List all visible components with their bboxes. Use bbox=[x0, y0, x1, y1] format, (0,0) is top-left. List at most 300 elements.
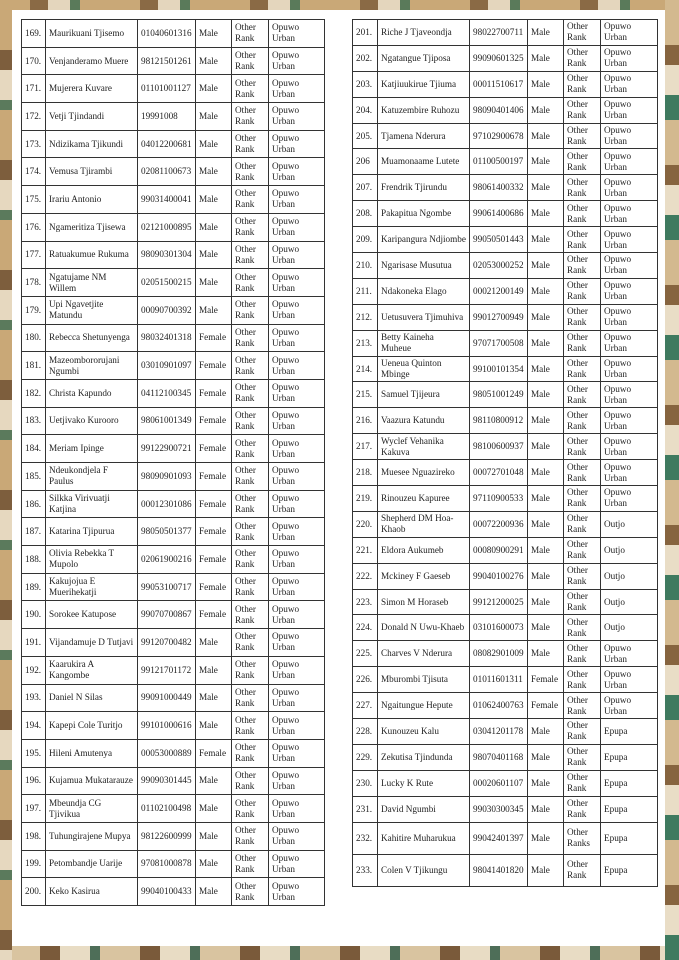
row-number-cell: 178. bbox=[22, 269, 46, 297]
gender-cell: Male bbox=[528, 796, 564, 822]
roster-table-right bbox=[352, 19, 658, 887]
area-cell: Opuwo Urban bbox=[269, 324, 325, 352]
id-number-cell: 00012301086 bbox=[138, 490, 196, 518]
table-row bbox=[353, 719, 658, 745]
table-row bbox=[22, 296, 325, 324]
row-number-cell: 207. bbox=[353, 175, 378, 201]
gender-cell: Male bbox=[528, 486, 564, 512]
row-number-cell: 206 bbox=[353, 149, 378, 175]
table-row bbox=[22, 241, 325, 269]
member-name-cell: Mbeundja CG Tjivikua bbox=[46, 795, 138, 823]
row-number-cell: 175. bbox=[22, 186, 46, 214]
area-cell: Opuwo Urban bbox=[269, 379, 325, 407]
rank-cell: Other Rank bbox=[232, 518, 269, 546]
rank-cell: Other Rank bbox=[564, 796, 601, 822]
gender-cell: Male bbox=[196, 767, 232, 795]
rank-cell: Other Rank bbox=[564, 719, 601, 745]
id-number-cell: 99040100276 bbox=[470, 563, 528, 589]
row-number-cell: 188. bbox=[22, 546, 46, 574]
gender-cell: Female bbox=[196, 324, 232, 352]
row-number-cell: 174. bbox=[22, 158, 46, 186]
id-number-cell: 98051001249 bbox=[470, 382, 528, 408]
rank-cell: Other Rank bbox=[564, 45, 601, 71]
row-number-cell: 230. bbox=[353, 770, 378, 796]
row-number-cell: 203. bbox=[353, 71, 378, 97]
row-number-cell: 196. bbox=[22, 767, 46, 795]
row-number-cell: 183. bbox=[22, 407, 46, 435]
member-name-cell: Mazeombororujani Ngumbi bbox=[46, 352, 138, 380]
member-name-cell: Kunouzeu Kalu bbox=[378, 719, 470, 745]
id-number-cell: 03010901097 bbox=[138, 352, 196, 380]
table-row bbox=[353, 408, 658, 434]
id-number-cell: 99121200025 bbox=[470, 589, 528, 615]
area-cell: Outjo bbox=[601, 511, 658, 537]
member-name-cell: Frendrik Tjirundu bbox=[378, 175, 470, 201]
id-number-cell: 99120700482 bbox=[138, 629, 196, 657]
id-number-cell: 98122600999 bbox=[138, 822, 196, 850]
gender-cell: Male bbox=[196, 47, 232, 75]
id-number-cell: 99050501443 bbox=[470, 227, 528, 253]
rank-cell: Other Rank bbox=[564, 744, 601, 770]
member-name-cell: Hileni Amutenya bbox=[46, 739, 138, 767]
table-row bbox=[353, 253, 658, 279]
row-number-cell: 232. bbox=[353, 822, 378, 854]
member-name-cell: Mburombi Tjisuta bbox=[378, 667, 470, 693]
row-number-cell: 202. bbox=[353, 45, 378, 71]
row-number-cell: 213. bbox=[353, 330, 378, 356]
rank-cell: Other Rank bbox=[564, 20, 601, 46]
row-number-cell: 209. bbox=[353, 227, 378, 253]
member-name-cell: Charves V Nderura bbox=[378, 641, 470, 667]
area-cell: Opuwo Urban bbox=[269, 435, 325, 463]
gender-cell: Male bbox=[528, 253, 564, 279]
id-number-cell: 00090700392 bbox=[138, 296, 196, 324]
area-cell: Opuwo Urban bbox=[601, 227, 658, 253]
member-name-cell: Colen V Tjikungu bbox=[378, 854, 470, 886]
table-row bbox=[353, 511, 658, 537]
table-row bbox=[22, 158, 325, 186]
area-cell: Outjo bbox=[601, 589, 658, 615]
table-row bbox=[353, 356, 658, 382]
gender-cell: Male bbox=[196, 241, 232, 269]
rank-cell: Other Rank bbox=[232, 47, 269, 75]
gender-cell: Male bbox=[196, 103, 232, 131]
area-cell: Opuwo Urban bbox=[601, 201, 658, 227]
row-number-cell: 173. bbox=[22, 130, 46, 158]
rank-cell: Other Rank bbox=[564, 615, 601, 641]
area-cell: Opuwo Urban bbox=[269, 490, 325, 518]
area-cell: Epupa bbox=[601, 796, 658, 822]
area-cell: Opuwo Urban bbox=[601, 97, 658, 123]
row-number-cell: 190. bbox=[22, 601, 46, 629]
gender-cell: Female bbox=[528, 693, 564, 719]
gender-cell: Male bbox=[528, 744, 564, 770]
member-name-cell: Venjanderamo Muere bbox=[46, 47, 138, 75]
gender-cell: Male bbox=[528, 278, 564, 304]
row-number-cell: 218. bbox=[353, 460, 378, 486]
border-bottom bbox=[0, 946, 679, 960]
table-row bbox=[353, 201, 658, 227]
member-name-cell: Ndeukondjela F Paulus bbox=[46, 463, 138, 491]
rank-cell: Other Rank bbox=[564, 434, 601, 460]
row-number-cell: 184. bbox=[22, 435, 46, 463]
gender-cell: Male bbox=[528, 537, 564, 563]
gender-cell: Female bbox=[196, 518, 232, 546]
member-name-cell: Ndakoneka Elago bbox=[378, 278, 470, 304]
table-row bbox=[353, 641, 658, 667]
member-name-cell: Samuel Tjijeura bbox=[378, 382, 470, 408]
member-name-cell: Uetjivako Kurooro bbox=[46, 407, 138, 435]
table-row bbox=[22, 186, 325, 214]
id-number-cell: 98050501377 bbox=[138, 518, 196, 546]
member-name-cell: Kujamua Mukatarauze bbox=[46, 767, 138, 795]
rank-cell: Other Rank bbox=[232, 629, 269, 657]
table-row bbox=[22, 75, 325, 103]
table-row bbox=[353, 175, 658, 201]
rank-cell: Other Rank bbox=[232, 601, 269, 629]
table-row bbox=[353, 693, 658, 719]
gender-cell: Male bbox=[528, 641, 564, 667]
table-row bbox=[353, 45, 658, 71]
gender-cell: Male bbox=[528, 149, 564, 175]
member-name-cell: Vetji Tjindandi bbox=[46, 103, 138, 131]
rank-cell: Other Rank bbox=[232, 546, 269, 574]
id-number-cell: 98022700711 bbox=[470, 20, 528, 46]
table-row bbox=[22, 47, 325, 75]
area-cell: Opuwo Urban bbox=[601, 45, 658, 71]
rank-cell: Other Rank bbox=[232, 767, 269, 795]
gender-cell: Male bbox=[528, 382, 564, 408]
id-number-cell: 97110900533 bbox=[470, 486, 528, 512]
member-name-cell: Ngaitungue Hepute bbox=[378, 693, 470, 719]
rank-cell: Other Rank bbox=[564, 511, 601, 537]
area-cell: Opuwo Urban bbox=[269, 158, 325, 186]
member-name-cell: Muesee Nguazireko bbox=[378, 460, 470, 486]
area-cell: Opuwo Urban bbox=[601, 434, 658, 460]
id-number-cell: 98041401820 bbox=[470, 854, 528, 886]
id-number-cell: 99090301445 bbox=[138, 767, 196, 795]
rank-cell: Other Rank bbox=[232, 490, 269, 518]
area-cell: Opuwo Urban bbox=[269, 103, 325, 131]
id-number-cell: 01100500197 bbox=[470, 149, 528, 175]
area-cell: Opuwo Urban bbox=[601, 330, 658, 356]
table-row bbox=[353, 149, 658, 175]
member-name-cell: Eldora Aukumeb bbox=[378, 537, 470, 563]
row-number-cell: 212. bbox=[353, 304, 378, 330]
area-cell: Opuwo Urban bbox=[269, 47, 325, 75]
row-number-cell: 171. bbox=[22, 75, 46, 103]
gender-cell: Female bbox=[196, 352, 232, 380]
row-number-cell: 221. bbox=[353, 537, 378, 563]
area-cell: Opuwo Urban bbox=[269, 573, 325, 601]
area-cell: Epupa bbox=[601, 822, 658, 854]
gender-cell: Male bbox=[196, 213, 232, 241]
gender-cell: Male bbox=[196, 684, 232, 712]
member-name-cell: Daniel N Silas bbox=[46, 684, 138, 712]
area-cell: Opuwo Urban bbox=[269, 186, 325, 214]
member-name-cell: Ngameritiza Tjisewa bbox=[46, 213, 138, 241]
area-cell: Opuwo Urban bbox=[269, 712, 325, 740]
table-row bbox=[22, 546, 325, 574]
gender-cell: Female bbox=[196, 463, 232, 491]
id-number-cell: 00011510617 bbox=[470, 71, 528, 97]
gender-cell: Male bbox=[528, 71, 564, 97]
table-row bbox=[22, 573, 325, 601]
gender-cell: Male bbox=[196, 822, 232, 850]
table-row bbox=[353, 589, 658, 615]
area-cell: Epupa bbox=[601, 854, 658, 886]
id-number-cell: 02051500215 bbox=[138, 269, 196, 297]
table-row bbox=[22, 213, 325, 241]
rank-cell: Other Rank bbox=[232, 213, 269, 241]
gender-cell: Female bbox=[196, 601, 232, 629]
id-number-cell: 08082901009 bbox=[470, 641, 528, 667]
member-name-cell: Mckiney F Gaeseb bbox=[378, 563, 470, 589]
rank-cell: Other Rank bbox=[232, 407, 269, 435]
id-number-cell: 01040601316 bbox=[138, 20, 196, 48]
table-row bbox=[353, 563, 658, 589]
id-number-cell: 98090401406 bbox=[470, 97, 528, 123]
border-left bbox=[0, 0, 12, 960]
table-row bbox=[22, 490, 325, 518]
rank-cell: Other Rank bbox=[232, 352, 269, 380]
rank-cell: Other Rank bbox=[564, 589, 601, 615]
member-name-cell: Katuzembire Ruhozu bbox=[378, 97, 470, 123]
row-number-cell: 227. bbox=[353, 693, 378, 719]
gender-cell: Male bbox=[528, 123, 564, 149]
member-name-cell: Christa Kapundo bbox=[46, 379, 138, 407]
id-number-cell: 00053000889 bbox=[138, 739, 196, 767]
row-number-cell: 179. bbox=[22, 296, 46, 324]
gender-cell: Male bbox=[528, 589, 564, 615]
member-name-cell: Uetusuvera Tjimuhiva bbox=[378, 304, 470, 330]
id-number-cell: 97071700508 bbox=[470, 330, 528, 356]
id-number-cell: 01062400763 bbox=[470, 693, 528, 719]
table-row bbox=[353, 486, 658, 512]
gender-cell: Male bbox=[196, 629, 232, 657]
table-row bbox=[353, 460, 658, 486]
gender-cell: Male bbox=[528, 511, 564, 537]
gender-cell: Female bbox=[196, 490, 232, 518]
row-number-cell: 231. bbox=[353, 796, 378, 822]
row-number-cell: 200. bbox=[22, 878, 46, 906]
area-cell: Opuwo Urban bbox=[601, 175, 658, 201]
rank-cell: Other Rank bbox=[232, 795, 269, 823]
gender-cell: Male bbox=[196, 878, 232, 906]
gender-cell: Male bbox=[196, 795, 232, 823]
rank-cell: Other Rank bbox=[232, 158, 269, 186]
rank-cell: Other Rank bbox=[564, 641, 601, 667]
id-number-cell: 99121701172 bbox=[138, 656, 196, 684]
area-cell: Opuwo Urban bbox=[269, 739, 325, 767]
rank-cell: Other Rank bbox=[564, 253, 601, 279]
id-number-cell: 19991008 bbox=[138, 103, 196, 131]
rank-cell: Other Rank bbox=[232, 435, 269, 463]
rank-cell: Other Rank bbox=[564, 175, 601, 201]
id-number-cell: 03101600073 bbox=[470, 615, 528, 641]
member-name-cell: Irariu Antonio bbox=[46, 186, 138, 214]
table-row bbox=[22, 601, 325, 629]
rank-cell: Other Rank bbox=[232, 850, 269, 878]
rank-cell: Other Rank bbox=[232, 739, 269, 767]
table-row bbox=[22, 435, 325, 463]
table-row bbox=[353, 796, 658, 822]
gender-cell: Male bbox=[528, 719, 564, 745]
member-name-cell: Lucky K Rute bbox=[378, 770, 470, 796]
gender-cell: Male bbox=[528, 304, 564, 330]
area-cell: Opuwo Urban bbox=[269, 463, 325, 491]
area-cell: Epupa bbox=[601, 719, 658, 745]
rank-cell: Other Rank bbox=[564, 330, 601, 356]
table-row bbox=[353, 434, 658, 460]
rank-cell: Other Rank bbox=[232, 379, 269, 407]
id-number-cell: 97081000878 bbox=[138, 850, 196, 878]
rank-cell: Other Rank bbox=[564, 97, 601, 123]
row-number-cell: 217. bbox=[353, 434, 378, 460]
area-cell: Opuwo Urban bbox=[601, 356, 658, 382]
gender-cell: Male bbox=[528, 434, 564, 460]
area-cell: Outjo bbox=[601, 615, 658, 641]
border-top bbox=[0, 0, 679, 10]
member-name-cell: Donald N Uwu-Khaeb bbox=[378, 615, 470, 641]
rank-cell: Other Rank bbox=[232, 822, 269, 850]
table-row bbox=[22, 352, 325, 380]
id-number-cell: 99012700949 bbox=[470, 304, 528, 330]
area-cell: Opuwo Urban bbox=[269, 822, 325, 850]
area-cell: Opuwo Urban bbox=[269, 850, 325, 878]
rank-cell: Other Rank bbox=[564, 563, 601, 589]
area-cell: Opuwo Urban bbox=[269, 601, 325, 629]
rank-cell: Other Rank bbox=[232, 296, 269, 324]
gender-cell: Female bbox=[196, 573, 232, 601]
row-number-cell: 172. bbox=[22, 103, 46, 131]
table-row bbox=[22, 656, 325, 684]
id-number-cell: 00021200149 bbox=[470, 278, 528, 304]
rank-cell: Other Rank bbox=[564, 486, 601, 512]
id-number-cell: 97102900678 bbox=[470, 123, 528, 149]
row-number-cell: 220. bbox=[353, 511, 378, 537]
gender-cell: Male bbox=[528, 408, 564, 434]
id-number-cell: 99031400041 bbox=[138, 186, 196, 214]
area-cell: Opuwo Urban bbox=[269, 656, 325, 684]
member-name-cell: Pakapitua Ngombe bbox=[378, 201, 470, 227]
id-number-cell: 02121000895 bbox=[138, 213, 196, 241]
id-number-cell: 00072200936 bbox=[470, 511, 528, 537]
area-cell: Opuwo Urban bbox=[269, 795, 325, 823]
table-row bbox=[22, 130, 325, 158]
gender-cell: Male bbox=[196, 186, 232, 214]
area-cell: Opuwo Urban bbox=[269, 20, 325, 48]
table-row bbox=[353, 123, 658, 149]
gender-cell: Female bbox=[528, 667, 564, 693]
row-number-cell: 180. bbox=[22, 324, 46, 352]
member-name-cell: Keko Kasirua bbox=[46, 878, 138, 906]
rank-cell: Other Rank bbox=[232, 573, 269, 601]
table-row bbox=[353, 227, 658, 253]
id-number-cell: 00080900291 bbox=[470, 537, 528, 563]
id-number-cell: 01102100498 bbox=[138, 795, 196, 823]
row-number-cell: 215. bbox=[353, 382, 378, 408]
id-number-cell: 99070700867 bbox=[138, 601, 196, 629]
row-number-cell: 193. bbox=[22, 684, 46, 712]
member-name-cell: Kahitire Muharukua bbox=[378, 822, 470, 854]
rank-cell: Other Rank bbox=[564, 408, 601, 434]
row-number-cell: 170. bbox=[22, 47, 46, 75]
member-name-cell: Ndizikama Tjikundi bbox=[46, 130, 138, 158]
rank-cell: Other Rank bbox=[564, 667, 601, 693]
area-cell: Opuwo Urban bbox=[269, 213, 325, 241]
table-row bbox=[22, 103, 325, 131]
rank-cell: Other Rank bbox=[232, 75, 269, 103]
table-row bbox=[22, 324, 325, 352]
id-number-cell: 98100600937 bbox=[470, 434, 528, 460]
area-cell: Opuwo Urban bbox=[269, 767, 325, 795]
area-cell: Opuwo Urban bbox=[269, 878, 325, 906]
id-number-cell: 99091000449 bbox=[138, 684, 196, 712]
area-cell: Opuwo Urban bbox=[601, 253, 658, 279]
rank-cell: Other Rank bbox=[564, 693, 601, 719]
table-row bbox=[353, 770, 658, 796]
id-number-cell: 98110800912 bbox=[470, 408, 528, 434]
gender-cell: Male bbox=[196, 20, 232, 48]
area-cell: Opuwo Urban bbox=[269, 684, 325, 712]
gender-cell: Male bbox=[196, 75, 232, 103]
area-cell: Opuwo Urban bbox=[269, 629, 325, 657]
area-cell: Epupa bbox=[601, 744, 658, 770]
gender-cell: Male bbox=[196, 656, 232, 684]
id-number-cell: 01101001127 bbox=[138, 75, 196, 103]
row-number-cell: 201. bbox=[353, 20, 378, 46]
rank-cell: Other Rank bbox=[232, 324, 269, 352]
gender-cell: Male bbox=[196, 712, 232, 740]
area-cell: Opuwo Urban bbox=[269, 546, 325, 574]
rank-cell: Other Rank bbox=[232, 878, 269, 906]
gender-cell: Male bbox=[528, 20, 564, 46]
table-row bbox=[353, 330, 658, 356]
gender-cell: Male bbox=[528, 201, 564, 227]
gender-cell: Female bbox=[196, 546, 232, 574]
id-number-cell: 99061400686 bbox=[470, 201, 528, 227]
table-row bbox=[353, 744, 658, 770]
table-row bbox=[22, 269, 325, 297]
gender-cell: Male bbox=[196, 130, 232, 158]
id-number-cell: 98121501261 bbox=[138, 47, 196, 75]
table-row bbox=[353, 20, 658, 46]
row-number-cell: 219. bbox=[353, 486, 378, 512]
row-number-cell: 187. bbox=[22, 518, 46, 546]
area-cell: Opuwo Urban bbox=[601, 408, 658, 434]
id-number-cell: 99040100433 bbox=[138, 878, 196, 906]
id-number-cell: 03041201178 bbox=[470, 719, 528, 745]
row-number-cell: 226. bbox=[353, 667, 378, 693]
table-row bbox=[353, 71, 658, 97]
rank-cell: Other Rank bbox=[564, 201, 601, 227]
id-number-cell: 02081100673 bbox=[138, 158, 196, 186]
area-cell: Epupa bbox=[601, 770, 658, 796]
area-cell: Opuwo Urban bbox=[601, 460, 658, 486]
area-cell: Opuwo Urban bbox=[601, 149, 658, 175]
gender-cell: Male bbox=[528, 227, 564, 253]
row-number-cell: 198. bbox=[22, 822, 46, 850]
rank-cell: Other Ranks bbox=[564, 822, 601, 854]
member-name-cell: Kapepi Cole Turitjo bbox=[46, 712, 138, 740]
table-row bbox=[353, 854, 658, 886]
member-name-cell: Meriam Ipinge bbox=[46, 435, 138, 463]
area-cell: Opuwo Urban bbox=[269, 296, 325, 324]
member-name-cell: Vijandamuje D Tutjavi bbox=[46, 629, 138, 657]
table-row bbox=[22, 407, 325, 435]
member-name-cell: Ngarisase Musutua bbox=[378, 253, 470, 279]
